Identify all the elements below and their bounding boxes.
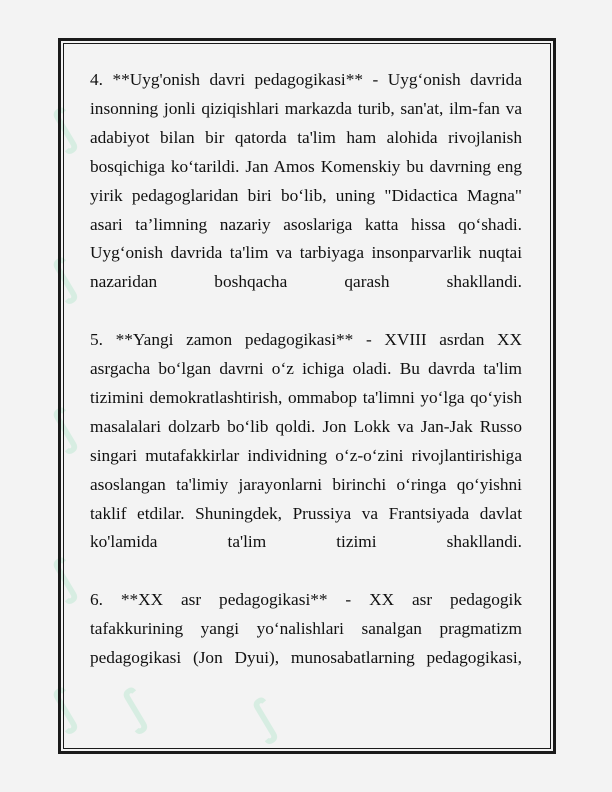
paragraph: 6. **XX asr pedagogikasi** - XX asr pedagogik tafakkurining yangi yo‘nalishlari sanalgan pragmatizm pedagogikasi (Jon Dyui), munosabatlarning pedagogikasi, [90,590,522,668]
watermark-mark: ∫ [237,686,292,748]
watermark-mark: ∫ [37,246,92,308]
watermark-mark: ∫ [37,546,92,608]
watermark-mark: ∫ [37,96,92,158]
watermark-mark: ∫ [37,676,92,738]
watermark-mark: ∫ [37,396,92,458]
document-body [90,66,522,673]
paragraph: 5. **Yangi zamon pedagogikasi** - XVIII asrdan XX asrgacha bo‘lgan davrni o‘z ichiga oladi. Bu davrda ta'lim tizimini demokratlashtirish, ommabop ta'limni yo‘lga qo‘yish masalalari dolzarb bo‘lib qoldi. Jon Lokk va Jan-Jak Russo singari mutafakkirlar individning o‘z-o‘zini rivojlantirishiga asoslangan ta'limiy jarayonlarni birinchi o‘ringa qo‘yishni taklif etdilar. Shuningdek, Prussiya va Frantsiyada davlat ko'lamida ta'lim tizimi shakllandi. [90,330,522,552]
watermark-mark: ∫ [107,676,162,738]
paragraph: 4. **Uyg'onish davri pedagogikasi** - Uyg‘onish davrida insonning jonli qiziqishlari markazda turib, san'at, ilm-fan va adabiyot bilan bir qatorda ta'lim ham alohida rivojlanish bosqichiga ko‘tarildi. Jan Amos Komenskiy bu davrning eng yirik pedagoglaridan biri bo‘lib, uning "Didactica Magna" asari ta’limning nazariy asoslariga katta hissa qo‘shadi. Uyg‘onish davrida ta'lim va tarbiyaga insonparvarlik nuqtai nazaridan boshqacha qarash shakllandi. [90,70,522,292]
